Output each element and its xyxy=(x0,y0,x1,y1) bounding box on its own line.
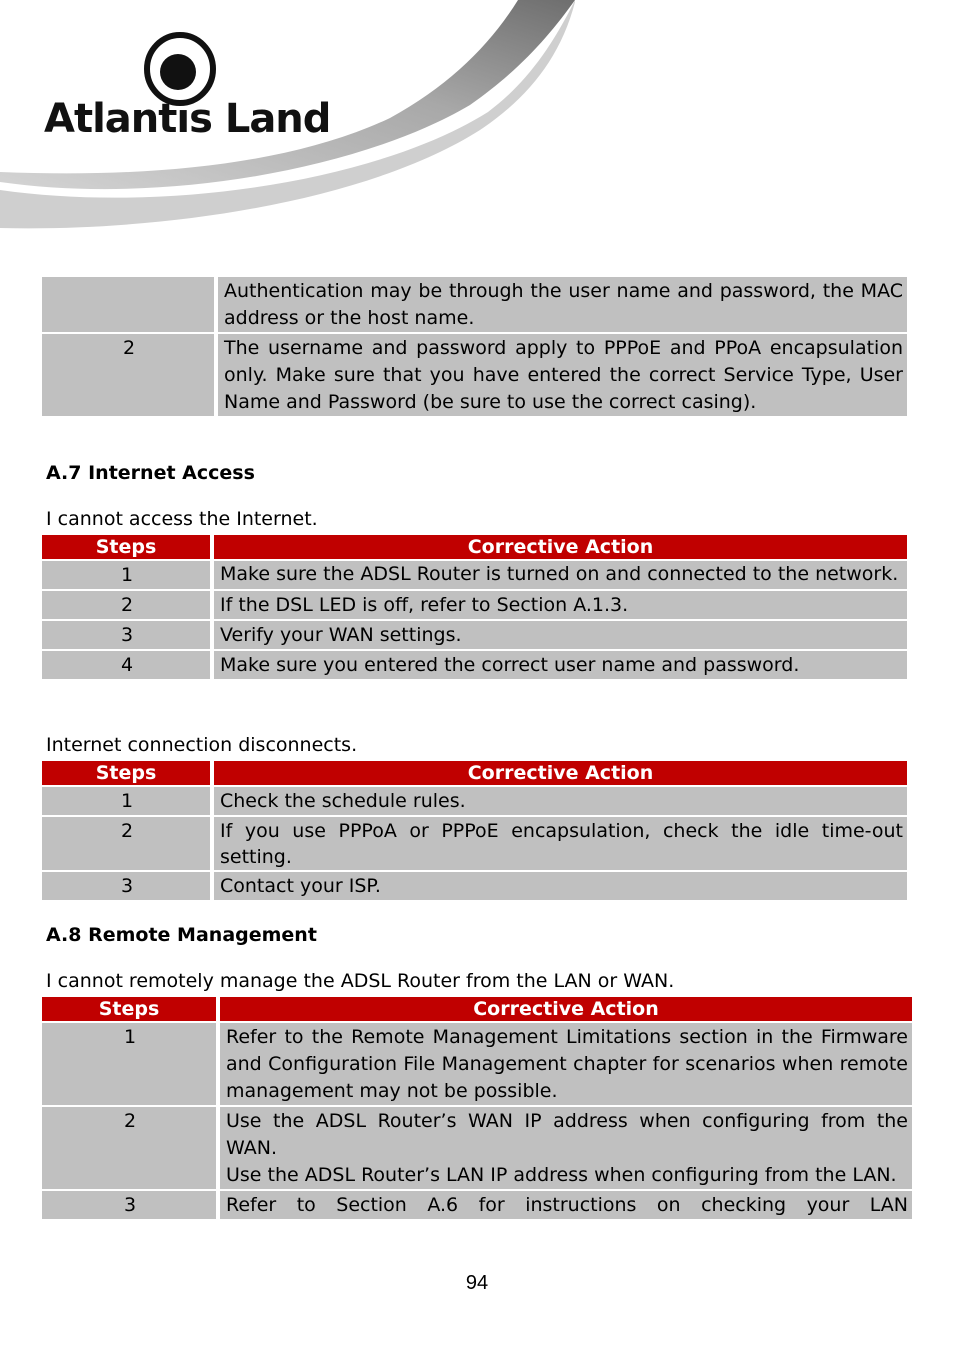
table-row xyxy=(42,277,907,332)
table-header-row xyxy=(42,761,907,785)
col-header-steps: Steps xyxy=(42,997,220,1021)
troubleshoot-table xyxy=(42,995,912,1221)
table-row xyxy=(42,787,907,815)
action-cell: If you use PPPoA or PPPoE encapsulation, check the idle time-out setting. xyxy=(214,817,907,870)
table-row xyxy=(42,591,907,619)
step-cell: 2 xyxy=(42,1107,220,1189)
action-cell: Refer to the Remote Management Limitations section in the Firmware and Configuration File Management chapter for scenarios when remote management may not be possible. xyxy=(220,1023,912,1105)
logo-mark xyxy=(147,35,213,103)
step-cell: 2 xyxy=(42,334,218,416)
action-cell: Make sure the ADSL Router is turned on and connected to the network. xyxy=(214,561,907,589)
action-line: Use the ADSL Router’s LAN IP address when configuring from the LAN. xyxy=(226,1164,897,1186)
table-row xyxy=(42,872,907,900)
step-cell: 3 xyxy=(42,872,214,900)
action-cell: If the DSL LED is off, refer to Section A.1.3. xyxy=(214,591,907,619)
action-cell xyxy=(220,1107,912,1189)
section-heading-a8: A.8 Remote Management xyxy=(46,924,317,946)
page-number: 94 xyxy=(465,1272,489,1294)
step-cell: 2 xyxy=(42,817,214,870)
action-cell: Contact your ISP. xyxy=(214,872,907,900)
action-cell: Verify your WAN settings. xyxy=(214,621,907,649)
table-header-row xyxy=(42,997,912,1021)
problem-text: Internet connection disconnects. xyxy=(46,734,358,756)
continuation-table xyxy=(42,275,907,418)
col-header-action: Corrective Action xyxy=(220,997,912,1021)
step-cell: 1 xyxy=(42,787,214,815)
step-cell: 2 xyxy=(42,591,214,619)
step-cell xyxy=(42,277,218,332)
action-cell: Make sure you entered the correct user name and password. xyxy=(214,651,907,679)
table-row xyxy=(42,1023,912,1105)
table-row xyxy=(42,651,907,679)
table-row xyxy=(42,1191,912,1219)
table-row xyxy=(42,334,907,416)
step-cell: 4 xyxy=(42,651,214,679)
troubleshoot-table xyxy=(42,759,907,902)
table-row xyxy=(42,817,907,870)
table-row xyxy=(42,1107,912,1189)
step-cell: 1 xyxy=(42,561,214,589)
action-cell: Refer to Section A.6 for instructions on checking your LAN xyxy=(220,1191,912,1219)
section-heading-a7: A.7 Internet Access xyxy=(46,462,255,484)
problem-text: I cannot remotely manage the ADSL Router from the LAN or WAN. xyxy=(46,970,675,992)
logo-wordmark: Atlantıs Land xyxy=(44,96,331,142)
step-cell: 3 xyxy=(42,621,214,649)
action-cell: The username and password apply to PPPoE and PPoA encapsulation only. Make sure that you have entered the correct Service Type, User Name and Password (be sure to use the correct casing). xyxy=(218,334,907,416)
action-cell: Check the schedule rules. xyxy=(214,787,907,815)
step-cell: 1 xyxy=(42,1023,220,1105)
table-header-row xyxy=(42,535,907,559)
table-row xyxy=(42,561,907,589)
col-header-steps: Steps xyxy=(42,761,214,785)
col-header-steps: Steps xyxy=(42,535,214,559)
col-header-action: Corrective Action xyxy=(214,761,907,785)
problem-text: I cannot access the Internet. xyxy=(46,508,318,530)
step-cell: 3 xyxy=(42,1191,220,1219)
action-cell: Authentication may be through the user name and password, the MAC address or the host name. xyxy=(218,277,907,332)
col-header-action: Corrective Action xyxy=(214,535,907,559)
action-line: Use the ADSL Router’s WAN IP address when configuring from the WAN. xyxy=(226,1110,908,1159)
table-row xyxy=(42,621,907,649)
troubleshoot-table xyxy=(42,533,907,681)
